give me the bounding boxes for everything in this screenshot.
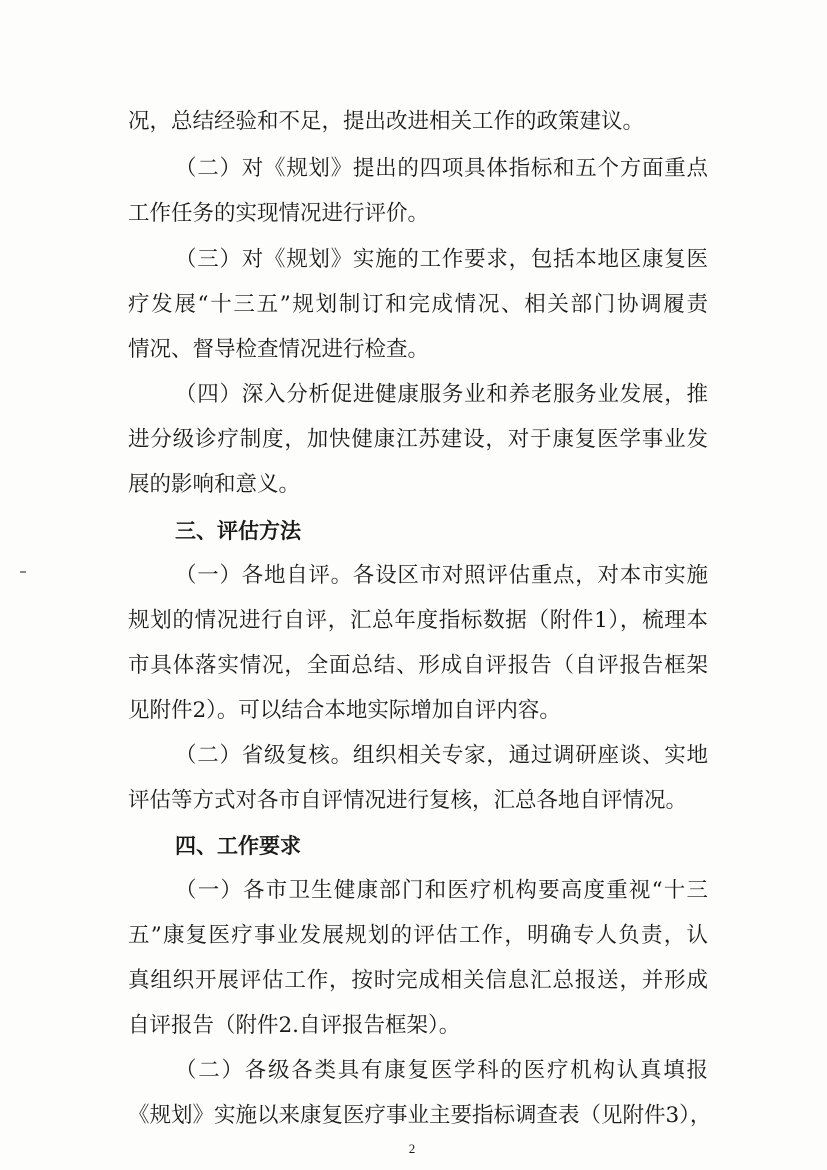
paragraph-line: （三）对《规划》实施的工作要求，包括本地区康复医 (175, 247, 708, 272)
scan-mark (20, 571, 26, 573)
paragraph-line: 评估等方式对各市自评情况进行复核，汇总各地自评情况。 (128, 788, 688, 813)
paragraph-line: （二）对《规划》提出的四项具体指标和五个方面重点 (175, 156, 708, 181)
paragraph-line: 疗发展“十三五”规划制订和完成情况、相关部门协调履责 (128, 292, 708, 317)
paragraph-line: （一）各地自评。各设区市对照评估重点，对本市实施 (175, 563, 708, 588)
paragraph-line: 进分级诊疗制度，加快健康江苏建设，对于康复医学事业发 (128, 427, 708, 452)
paragraph-line: 况，总结经验和不足，提出改进相关工作的政策建议。 (128, 109, 645, 134)
paragraph-line: 工作任务的实现情况进行评价。 (128, 201, 430, 226)
paragraph-line: （四）深入分析促进健康服务业和养老服务业发展，推 (175, 382, 708, 407)
paragraph-line: （二）各级各类具有康复医学科的医疗机构认真填报 (175, 1058, 708, 1083)
page-number: 2 (408, 1141, 416, 1156)
paragraph-line: 自评报告（附件2.自评报告框架）。 (128, 1013, 461, 1038)
paragraph-line: 情况、督导检查情况进行检查。 (128, 337, 430, 362)
paragraph-line: 市具体落实情况，全面总结、形成自评报告（自评报告框架 (128, 653, 708, 678)
paragraph-line: 规划的情况进行自评，汇总年度指标数据（附件1），梳理本 (128, 608, 708, 633)
paragraph-line: 见附件2）。可以结合本地实际增加自评内容。 (128, 698, 561, 723)
paragraph-line: 真组织开展评估工作，按时完成相关信息汇总报送，并形成 (128, 968, 708, 993)
paragraph-line: 展的影响和意义。 (128, 472, 301, 497)
paragraph-line: 《规划》实施以来康复医疗事业主要指标调查表（见附件3）， (128, 1103, 712, 1128)
paragraph-line: 五”康复医疗事业发展规划的评估工作，明确专人负责，认 (128, 923, 708, 948)
section-heading: 四、工作要求 (175, 834, 301, 858)
section-heading: 三、评估方法 (175, 519, 301, 543)
paragraph-line: （二）省级复核。组织相关专家，通过调研座谈、实地 (175, 743, 708, 768)
paragraph-line: （一）各市卫生健康部门和医疗机构要高度重视“十三 (175, 878, 708, 903)
